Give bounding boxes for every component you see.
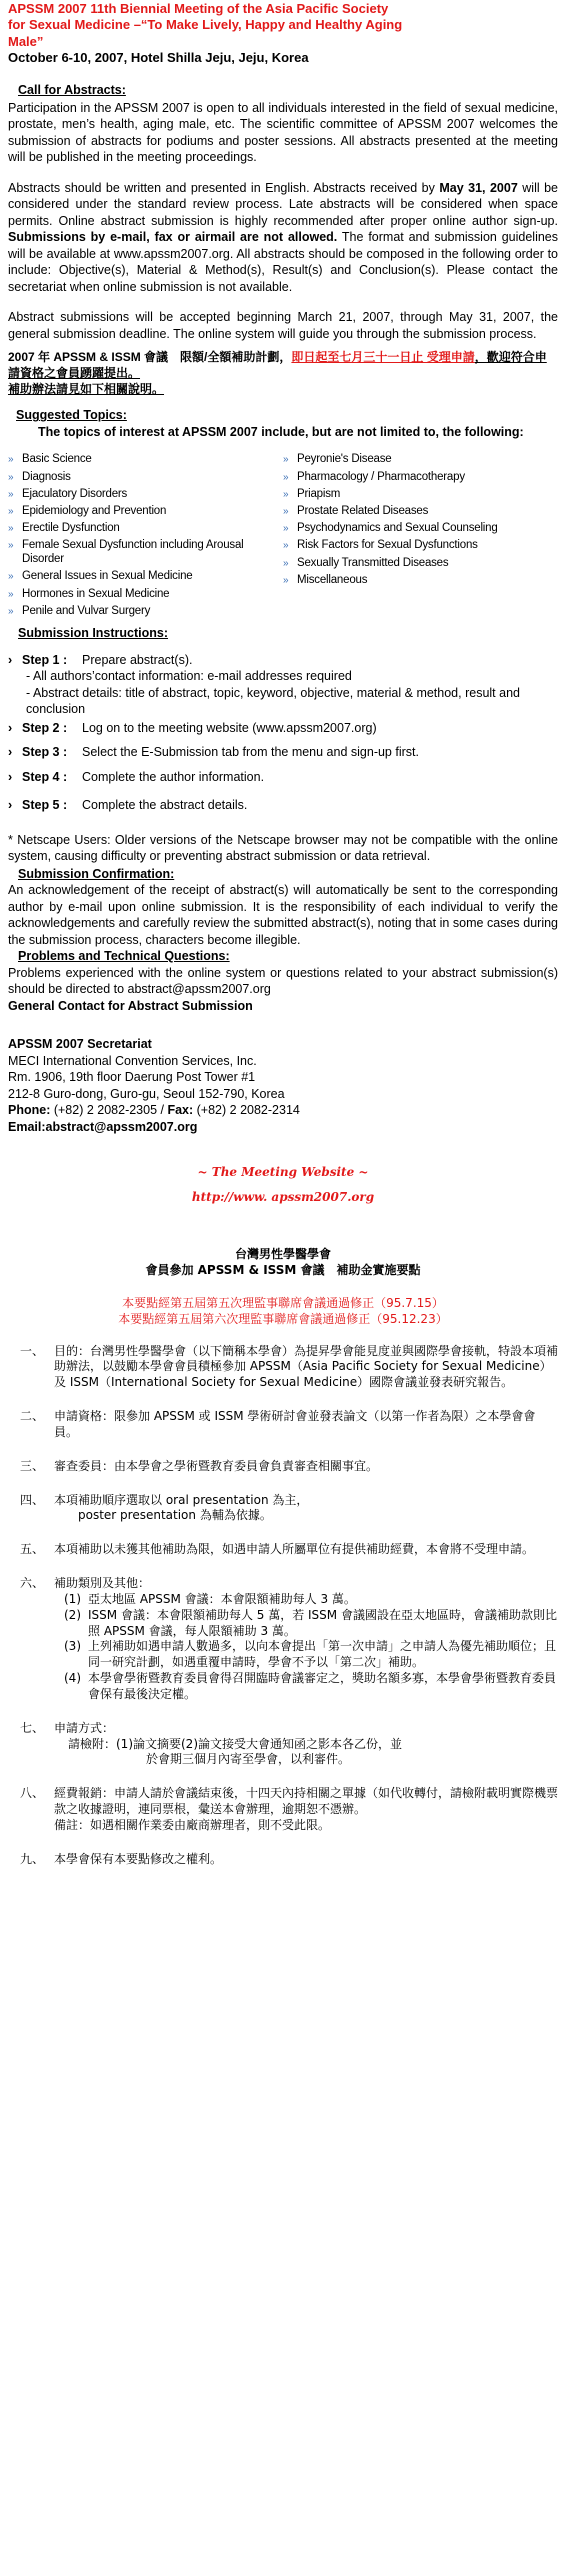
topic-item	[8, 521, 283, 535]
topic-label: Diagnosis	[22, 470, 71, 483]
item-number: 一、	[20, 1343, 45, 1358]
topic-item	[8, 587, 283, 601]
topic-item	[283, 452, 558, 466]
call-heading: Call for Abstracts:	[18, 83, 126, 97]
topic-item	[283, 538, 558, 552]
amendment-1: 本要點經第五屆第五次理監事聯席會議通過修正（95.7.15）	[122, 1296, 444, 1311]
step-4-label: Step 4 :	[22, 769, 68, 784]
subsidy-regulations	[8, 1246, 558, 1868]
step-1	[8, 652, 558, 669]
steps-list	[8, 652, 558, 814]
bullet-icon: »	[283, 471, 289, 483]
secretariat-block	[8, 1036, 558, 1135]
topic-item	[8, 487, 283, 501]
item-text: 本項補助以未獲其他補助為限，如遇申請人所屬單位有提供補助經費，本會將不受理申請。	[54, 1542, 535, 1557]
item-7-detail-2: 於會期三個月內寄至學會，以利審件。	[146, 1752, 351, 1767]
item-4-line-1: 本項補助順序選取以 oral presentation 為主，	[54, 1492, 309, 1507]
step-5	[8, 797, 558, 814]
bullet-icon: »	[283, 540, 289, 552]
arrow-icon: ›	[8, 745, 13, 760]
bullet-icon: »	[8, 605, 14, 617]
bullet-icon: »	[8, 588, 14, 600]
item-text	[54, 1576, 558, 1703]
bullet-icon: »	[8, 571, 14, 583]
topic-label: Risk Factors for Sexual Dysfunctions	[297, 539, 478, 552]
instructions-heading: Submission Instructions:	[18, 626, 169, 641]
arrow-icon: ›	[8, 798, 13, 813]
notice-part-4: 補助辦法請見如下相關說明。	[8, 381, 165, 396]
item-text: 目的：台灣男性學醫學會（以下簡稱本學會）為提昇學會能見度並與國際學會接軌，特設本項補助辦法，以鼓勵本學會會員積極參加 APSSM（Asia Pacific Society for Sexual Medicine）及 ISSM（International Society for Sexual Medicine）國際會議並發表研究報告。	[54, 1343, 559, 1390]
topic-item	[8, 470, 283, 484]
regulation-item-1	[20, 1344, 558, 1391]
arrow-icon: ›	[8, 720, 13, 735]
society-name: 台灣男性學醫學會	[234, 1246, 331, 1261]
regulation-item-5	[20, 1542, 558, 1558]
title-line-3: Male”	[8, 33, 44, 49]
topic-label: Female Sexual Dysfunction including Arousal Disorder	[22, 539, 244, 566]
regulation-item-9	[20, 1852, 558, 1868]
title-line-1: APSSM 2007 11th Biennial Meeting of the Asia Pacific Society	[8, 1, 389, 16]
bullet-icon: »	[283, 574, 289, 586]
netscape-footnote: * Netscape Users: Older versions of the Netscape browser may not be compatible with the online system, causing difficulty or preventing abstract submission or data retrieval.	[8, 832, 558, 864]
sub-text: 上列補助如遇申請人數過多，以向本會提出「第一次申請」之申請人為優先補助順位；且同一研究計劃，如遇重覆申請時，學會不予以「第二次」補助。	[88, 1639, 557, 1670]
topics-right-column	[283, 452, 558, 621]
item-6-heading: 補助類別及其他：	[54, 1576, 151, 1591]
item-text: 本學會保有本要點修改之權利。	[54, 1851, 223, 1866]
item-7-detail-1: 請檢附：(1)論文摘要(2)論文接受大會通知函之影本各乙份，並	[68, 1736, 402, 1751]
topic-item	[8, 604, 283, 618]
item-8-note: 備註：如遇相關作業委由廠商辦理者，則不受此限。	[54, 1817, 331, 1832]
item-number: 九、	[20, 1851, 45, 1866]
regulation-item-4	[20, 1493, 558, 1525]
regulations-title	[8, 1246, 558, 1280]
call-paragraph-3: Abstract submissions will be accepted beginning March 21, 2007, through May 31, 2007, the general submission deadline. The online system will guide you through the submission process.	[8, 310, 558, 341]
topic-label: General Issues in Sexual Medicine	[22, 570, 193, 583]
notice-deadline: 即日起至七月三十一日止 受理申請	[291, 350, 475, 364]
topic-item	[283, 504, 558, 518]
not-allowed-notice: Submissions by e-mail, fax or airmail are not allowed.	[8, 230, 338, 244]
regulations-name: 會員參加 APSSM & ISSM 會議 補助金實施要點	[145, 1263, 421, 1278]
item-8-text: 經費報銷：申請人請於會議結束後，十四天內持相關之單據（如代收轉付，請檢附載明實際機票款之收據證明，連同票根，彙送本會辦理，逾期恕不憑辦。	[54, 1786, 559, 1817]
fax-label: Fax:	[167, 1103, 194, 1118]
step-5-text: Complete the abstract details.	[82, 798, 248, 813]
notice-part-3: ，歡迎符合申請資格之會員踴躍提出。	[8, 350, 547, 380]
phone-fax-line	[8, 1102, 558, 1119]
topic-item	[8, 569, 283, 583]
step-3	[8, 744, 558, 761]
fax-value: (+82) 2 2082-2314	[193, 1103, 300, 1118]
item-number: 六、	[20, 1576, 45, 1591]
notice-part-1: 2007 年 APSSM & ISSM 會議 限額/全額補助計劃，	[8, 350, 292, 364]
general-contact-heading: General Contact for Abstract Submission	[8, 998, 253, 1013]
deadline-date: May 31, 2007	[439, 180, 518, 195]
topic-label: Erectile Dysfunction	[22, 522, 120, 535]
para2-text-c: will be considered under the standard review process. Late abstracts will be considered when space permits. Online abstract submission is highly recommended after proper online author sign-up.	[8, 180, 558, 228]
call-paragraph-2	[8, 180, 558, 296]
item-number: 七、	[20, 1720, 45, 1735]
topic-label: Penile and Vulvar Surgery	[22, 604, 151, 617]
topics-grid	[8, 452, 558, 621]
regulation-item-2	[20, 1409, 558, 1441]
website-label: ~ The Meeting Website ~	[197, 1165, 369, 1180]
bullet-icon: »	[283, 523, 289, 535]
title-line-2: for Sexual Medicine –“To Make Lively, Happy and Healthy Aging	[8, 17, 403, 33]
para2-text-a: Abstracts should be written and presented in English. Abstracts received by	[8, 180, 440, 195]
topic-label: Pharmacology / Pharmacotherapy	[297, 470, 465, 483]
step-2-text: Log on to the meeting website (www.apssm2007.org)	[82, 720, 377, 735]
item-4-line-2: poster presentation 為輔為依據。	[78, 1508, 272, 1523]
topic-label: Basic Science	[22, 453, 92, 466]
sub-text: ISSM 會議：本會限額補助每人 5 萬，若 ISSM 會議國設在亞太地區時，會議補助款則比照 APSSM 會議，每人限額補助 3 萬。	[88, 1607, 557, 1638]
step-3-label: Step 3 :	[22, 745, 68, 760]
secretariat-line-2: Rm. 1906, 19th floor Daerung Post Tower #1	[8, 1070, 256, 1085]
dates-venue: October 6-10, 2007, Hotel Shilla Jeju, Jeju, Korea	[8, 49, 309, 65]
phone-label: Phone:	[8, 1103, 51, 1118]
topic-label: Hormones in Sexual Medicine	[22, 587, 170, 600]
topic-label: Psychodynamics and Sexual Counseling	[297, 522, 498, 535]
email-line	[8, 1119, 558, 1136]
step-3-text: Select the E-Submission tab from the menu and sign-up first.	[82, 745, 419, 760]
secretariat-line-3: 212-8 Guro-dong, Guro-gu, Seoul 152-790, Korea	[8, 1086, 285, 1101]
topic-item	[8, 504, 283, 518]
item-number: 二、	[20, 1409, 45, 1424]
sub-number: (2)	[64, 1607, 81, 1622]
topic-label: Epidemiology and Prevention	[22, 505, 167, 518]
item-text	[54, 1493, 558, 1525]
sub-text: 亞太地區 APSSM 會議：本會限額補助每人 3 萬。	[88, 1591, 356, 1606]
suggested-topics	[8, 407, 558, 621]
item-text: 申請資格：限參加 APSSM 或 ISSM 學術研討會並發表論文（以第一作者為限）之本學會會員。	[54, 1409, 536, 1439]
topic-item	[8, 538, 283, 566]
bullet-icon: »	[283, 557, 289, 569]
sub-number: (4)	[64, 1671, 81, 1686]
bullet-icon: »	[8, 506, 14, 518]
problems-heading: Problems and Technical Questions:	[18, 949, 230, 964]
topic-label: Prostate Related Diseases	[297, 505, 429, 518]
sub-number: (1)	[64, 1591, 81, 1606]
item-number: 四、	[20, 1492, 45, 1507]
step-4	[8, 769, 558, 786]
item-6-sub-3	[64, 1639, 558, 1671]
step-1-sub-2: - Abstract details: title of abstract, topic, keyword, objective, material & method, result and conclusion	[26, 685, 520, 717]
topics-heading: Suggested Topics:	[16, 408, 127, 423]
topic-item	[283, 487, 558, 501]
step-1-label: Step 1 :	[22, 652, 68, 667]
topic-item	[8, 452, 283, 466]
meeting-title	[8, 1, 558, 66]
call-paragraph-1: Participation in the APSSM 2007 is open to all individuals interested in the field of sexual medicine, prostate, men’s health, aging male, etc. The scientific committee of APSSM 2007 welcomes the submission of abstracts for podiums and poster sessions. All abstracts presented at the meeting will be published in the meeting proceedings.	[8, 100, 558, 164]
bullet-icon: »	[8, 540, 14, 552]
problems-text: Problems experienced with the online system or questions related to your abstract submission(s) should be directed to abstract@apssm2007.org	[8, 965, 558, 997]
confirmation-text: An acknowledgement of the receipt of abstract(s) will automatically be sent to the corresponding author by e-mail upon online submission. It is the responsibility of each individual to verify the acknowledgements and carefully review the submitted abstract(s), noting that in some cases during the submission process, characters become illegible.	[8, 883, 558, 947]
arrow-icon: ›	[8, 652, 13, 667]
bullet-icon: »	[8, 454, 14, 466]
sub-number: (3)	[64, 1639, 81, 1654]
topic-label: Ejaculatory Disorders	[22, 487, 128, 500]
secretariat-line-1: MECI International Convention Services, Inc.	[8, 1053, 257, 1068]
bullet-icon: »	[283, 488, 289, 500]
item-6-sub-4	[64, 1671, 558, 1703]
topic-item	[283, 573, 558, 587]
topic-item	[283, 470, 558, 484]
step-2-label: Step 2 :	[22, 720, 68, 735]
meeting-website	[8, 1165, 558, 1206]
phone-value: (+82) 2 2082-2305 /	[50, 1103, 168, 1118]
topic-label: Miscellaneous	[297, 573, 368, 586]
step-1-sub-1: - All authors’contact information: e-mail addresses required	[26, 669, 352, 684]
bullet-icon: »	[8, 523, 14, 535]
regulation-item-8	[20, 1786, 558, 1833]
item-number: 三、	[20, 1458, 45, 1473]
item-text: 審查委員：由本學會之學術暨教育委員會負責審查相關事宜。	[54, 1458, 379, 1473]
item-7-heading: 申請方式：	[54, 1720, 115, 1735]
topic-label: Peyronie's Disease	[297, 453, 392, 466]
regulation-item-6	[20, 1576, 558, 1703]
email-link[interactable]: abstract@apssm2007.org	[45, 1119, 198, 1134]
email-label: Email:	[8, 1119, 46, 1134]
step-2	[8, 720, 558, 737]
amendment-2: 本要點經第五屆第六次理監事聯席會議通過修正（95.12.23）	[118, 1312, 448, 1327]
sub-text: 本學會學術暨教育委員會得召開臨時會議審定之，獎助名額多寡，本學會學術暨教育委員會保有最後決定權。	[88, 1671, 557, 1701]
bullet-icon: »	[283, 506, 289, 518]
step-4-text: Complete the author information.	[82, 769, 265, 784]
topics-intro: The topics of interest at APSSM 2007 include, but are not limited to, the following:	[38, 424, 524, 439]
subsidy-notice	[8, 350, 558, 397]
item-6-sub-1	[64, 1592, 558, 1608]
item-text	[54, 1721, 558, 1768]
item-number: 五、	[20, 1542, 45, 1557]
topic-item	[283, 556, 558, 570]
bullet-icon: »	[8, 471, 14, 483]
step-1-text: Prepare abstract(s).	[82, 652, 193, 667]
arrow-icon: ›	[8, 769, 13, 784]
step-5-label: Step 5 :	[22, 798, 68, 813]
item-text	[54, 1786, 558, 1833]
content	[0, 1, 570, 1868]
topic-label: Sexually Transmitted Diseases	[297, 556, 449, 569]
topics-left-column	[8, 452, 283, 621]
bullet-icon: »	[8, 488, 14, 500]
item-6-sub-2	[64, 1608, 558, 1640]
regulation-item-3	[20, 1459, 558, 1475]
topic-label: Priapism	[297, 487, 341, 500]
confirmation-heading: Submission Confirmation:	[18, 866, 175, 881]
item-number: 八、	[20, 1786, 45, 1801]
regulation-item-7	[20, 1721, 558, 1768]
para2-text-e: The format and submission guidelines will be available at www.apssm2007.org. All abstracts should be composed in the following order to include: Objective(s), Material & Method(s), Result(s) and Conclusion(s). Please contact the secretariat when online submission is not available.	[8, 230, 559, 294]
website-url[interactable]: http://www. apssm2007.org	[191, 1189, 375, 1204]
bullet-icon: »	[283, 454, 289, 466]
amendment-notes	[8, 1295, 558, 1327]
topic-item	[283, 521, 558, 535]
secretariat-title: APSSM 2007 Secretariat	[8, 1037, 152, 1052]
page	[0, 1, 570, 2551]
